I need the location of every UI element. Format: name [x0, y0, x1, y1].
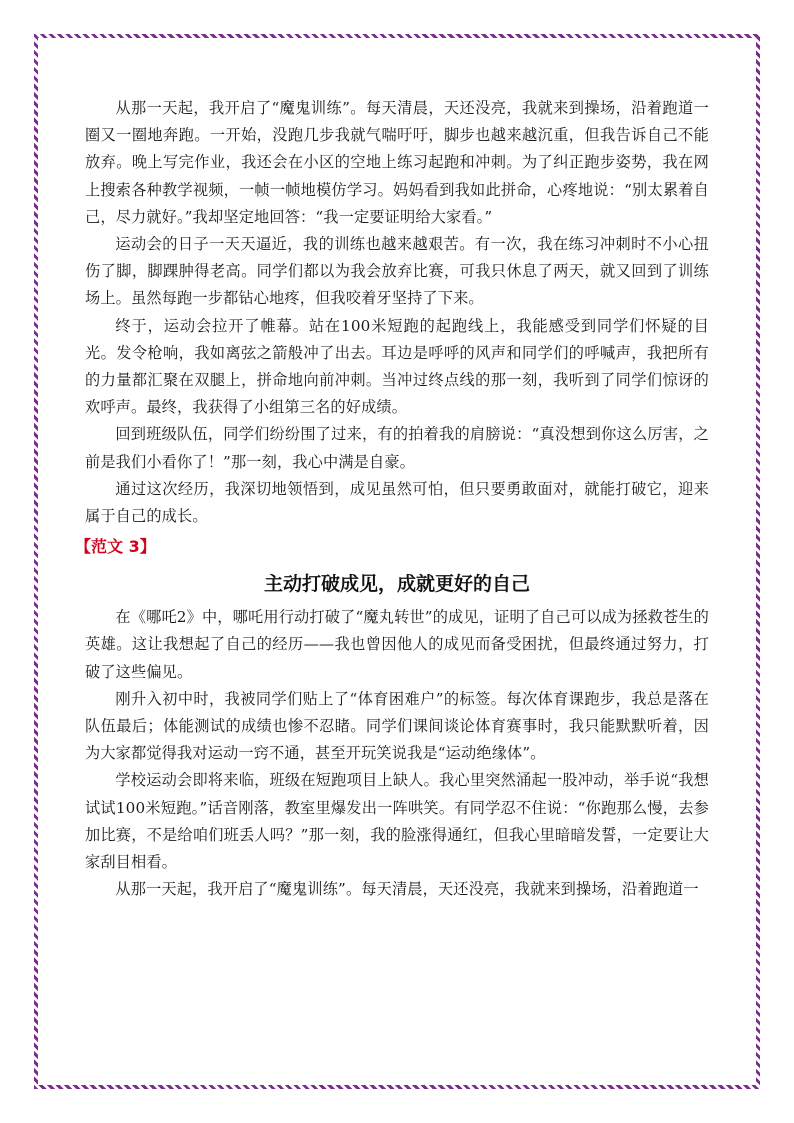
paragraph: 运动会的日子一天天逼近，我的训练也越来越艰苦。有一次，我在练习冲刺时不小心扭伤了脚，脚踝肿得老高。同学们都以为我会放弃比赛，可我只休息了两天，就又回到了训练场上。虽然每跑一步都钻心地疼，但我咬着牙坚持了下来。: [85, 235, 709, 308]
essay-title: 主动打破成见，成就更好的自己: [263, 573, 530, 596]
paragraph: 从那一天起，我开启了“魔鬼训练”。每天清晨，天还没亮，我就来到操场，沿着跑道一: [115, 880, 699, 899]
paragraph: 在《哪吒2》中，哪吒用行动打破了“魔丸转世”的成见，证明了自己可以成为拯救苍生的英雄。这让我想起了自己的经历——我也曾因他人的成见而备受困扰，但最终通过努力，打破了这些偏见。: [85, 608, 709, 681]
paragraph: 刚升入初中时，我被同学们贴上了“体育困难户”的标签。每次体育课跑步，我总是落在队伍最后；体能测试的成绩也惨不忍睹。同学们课间谈论体育赛事时，我只能默默听着，因为大家都觉得我对运动一窍不通，甚至开玩笑说我是“运动绝缘体”。: [85, 689, 709, 763]
section-tag: 【范文 3】: [75, 537, 156, 557]
paragraph: 回到班级队伍，同学们纷纷围了过来，有的拍着我的肩膀说：“真没想到你这么厉害，之前是我们小看你了！”那一刻，我心中满是自豪。: [85, 425, 709, 471]
document-body: [75, 95, 709, 903]
paragraph: 从那一天起，我开启了“魔鬼训练”。每天清晨，天还没亮，我就来到操场，沿着跑道一圈又一圈地奔跑。一开始，没跑几步我就气喘吁吁，脚步也越来越沉重，但我告诉自己不能放弃。晚上写完作业，我还会在小区的空地上练习起跑和冲刺。为了纠正跑步姿势，我在网上搜索各种教学视频，一帧一帧地模仿学习。妈妈看到我如此拼命，心疼地说：“别太累着自己，尽力就好。”我却坚定地回答：“我一定要证明给大家看。”: [85, 99, 709, 226]
paragraph: 学校运动会即将来临，班级在短跑项目上缺人。我心里突然涌起一股冲动，举手说“我想试试100米短跑。”话音刚落，教室里爆发出一阵哄笑。有同学忍不住说：“你跑那么慢，去参加比赛，不是给咱们班丢人吗？”那一刻，我的脸涨得通红，但我心里暗暗发誓，一定要让大家刮目相看。: [85, 771, 709, 872]
paragraph: 通过这次经历，我深切地领悟到，成见虽然可怕，但只要勇敢面对，就能打破它，迎来属于自己的成长。: [85, 479, 709, 526]
paragraph: 终于，运动会拉开了帷幕。站在100米短跑的起跑线上，我能感受到同学们怀疑的目光。发令枪响，我如离弦之箭般冲了出去。耳边是呼呼的风声和同学们的呼喊声，我把所有的力量都汇聚在双腿上，拼命地向前冲刺。当冲过终点线的那一刻，我听到了同学们惊讶的欢呼声。最终，我获得了小组第三名的好成绩。: [85, 316, 709, 417]
